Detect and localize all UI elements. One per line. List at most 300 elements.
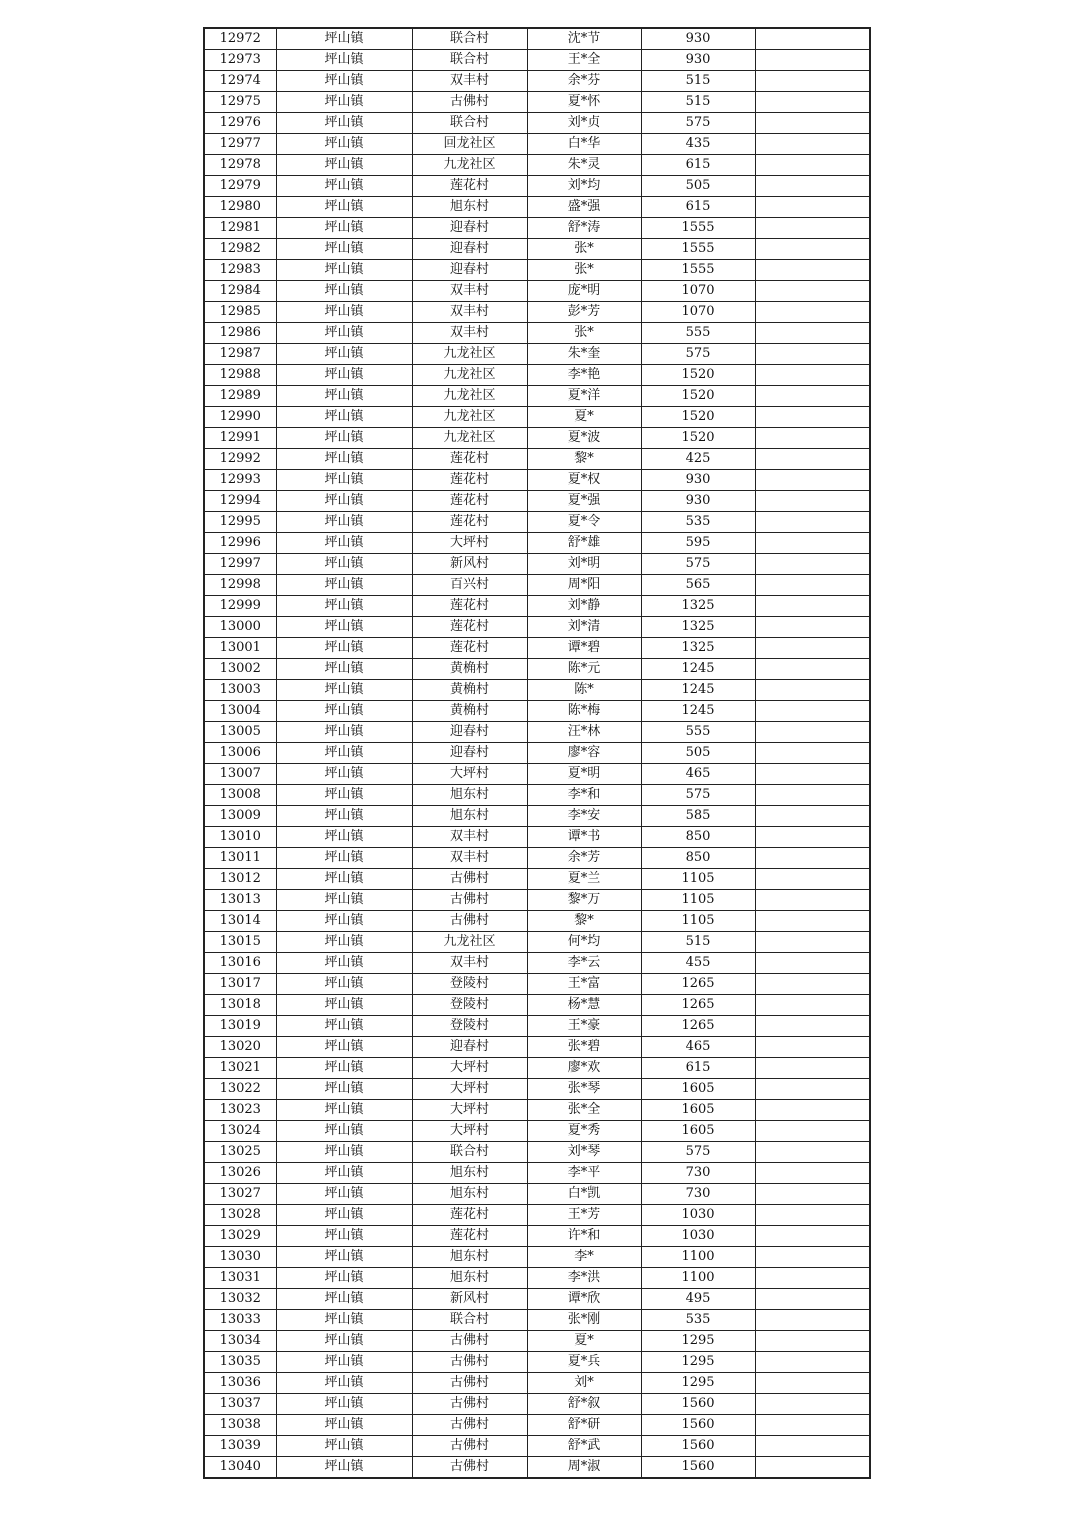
serial-number-cell: 12984 [204, 281, 276, 302]
amount-cell: 495 [641, 1289, 755, 1310]
serial-number-cell: 12995 [204, 512, 276, 533]
serial-number-cell: 13006 [204, 743, 276, 764]
note-cell [755, 260, 870, 281]
name-cell: 周*淑 [527, 1457, 641, 1479]
note-cell [755, 1268, 870, 1289]
amount-cell: 575 [641, 344, 755, 365]
note-cell [755, 638, 870, 659]
table-row [204, 743, 870, 764]
amount-cell: 1560 [641, 1436, 755, 1457]
village-cell: 迎春村 [412, 218, 527, 239]
amount-cell: 555 [641, 722, 755, 743]
name-cell: 朱*奎 [527, 344, 641, 365]
table-row [204, 1205, 870, 1226]
town-cell: 坪山镇 [276, 50, 412, 71]
village-cell: 九龙社区 [412, 932, 527, 953]
note-cell [755, 239, 870, 260]
table-row [204, 1394, 870, 1415]
town-cell: 坪山镇 [276, 71, 412, 92]
note-cell [755, 302, 870, 323]
table-row [204, 911, 870, 932]
town-cell: 坪山镇 [276, 1142, 412, 1163]
amount-cell: 1100 [641, 1268, 755, 1289]
note-cell [755, 449, 870, 470]
amount-cell: 1070 [641, 281, 755, 302]
village-cell: 迎春村 [412, 1037, 527, 1058]
town-cell: 坪山镇 [276, 1205, 412, 1226]
serial-number-cell: 13016 [204, 953, 276, 974]
table-row [204, 1058, 870, 1079]
amount-cell: 1100 [641, 1247, 755, 1268]
town-cell: 坪山镇 [276, 1016, 412, 1037]
town-cell: 坪山镇 [276, 890, 412, 911]
table-row [204, 533, 870, 554]
town-cell: 坪山镇 [276, 449, 412, 470]
note-cell [755, 974, 870, 995]
serial-number-cell: 13029 [204, 1226, 276, 1247]
village-cell: 莲花村 [412, 470, 527, 491]
note-cell [755, 554, 870, 575]
serial-number-cell: 13002 [204, 659, 276, 680]
note-cell [755, 1121, 870, 1142]
amount-cell: 1520 [641, 428, 755, 449]
serial-number-cell: 13000 [204, 617, 276, 638]
town-cell: 坪山镇 [276, 407, 412, 428]
village-cell: 双丰村 [412, 302, 527, 323]
table-row [204, 197, 870, 218]
note-cell [755, 785, 870, 806]
serial-number-cell: 12993 [204, 470, 276, 491]
name-cell: 李*艳 [527, 365, 641, 386]
village-cell: 黄桷村 [412, 680, 527, 701]
serial-number-cell: 13033 [204, 1310, 276, 1331]
serial-number-cell: 13017 [204, 974, 276, 995]
note-cell [755, 911, 870, 932]
town-cell: 坪山镇 [276, 995, 412, 1016]
name-cell: 刘*清 [527, 617, 641, 638]
table-row [204, 680, 870, 701]
town-cell: 坪山镇 [276, 28, 412, 50]
name-cell: 王*豪 [527, 1016, 641, 1037]
name-cell: 盛*强 [527, 197, 641, 218]
village-cell: 古佛村 [412, 1436, 527, 1457]
note-cell [755, 407, 870, 428]
table-row [204, 575, 870, 596]
town-cell: 坪山镇 [276, 428, 412, 449]
note-cell [755, 575, 870, 596]
village-cell: 古佛村 [412, 1394, 527, 1415]
table-row [204, 92, 870, 113]
serial-number-cell: 13009 [204, 806, 276, 827]
serial-number-cell: 13005 [204, 722, 276, 743]
serial-number-cell: 12981 [204, 218, 276, 239]
amount-cell: 465 [641, 764, 755, 785]
note-cell [755, 365, 870, 386]
serial-number-cell: 13027 [204, 1184, 276, 1205]
amount-cell: 1030 [641, 1226, 755, 1247]
amount-cell: 575 [641, 1142, 755, 1163]
table-row [204, 155, 870, 176]
village-cell: 莲花村 [412, 1226, 527, 1247]
serial-number-cell: 13007 [204, 764, 276, 785]
name-cell: 夏*兵 [527, 1352, 641, 1373]
serial-number-cell: 13037 [204, 1394, 276, 1415]
note-cell [755, 71, 870, 92]
amount-cell: 1105 [641, 911, 755, 932]
village-cell: 九龙社区 [412, 344, 527, 365]
note-cell [755, 848, 870, 869]
village-cell: 联合村 [412, 1142, 527, 1163]
note-cell [755, 617, 870, 638]
name-cell: 何*均 [527, 932, 641, 953]
town-cell: 坪山镇 [276, 806, 412, 827]
table-row [204, 974, 870, 995]
serial-number-cell: 13003 [204, 680, 276, 701]
town-cell: 坪山镇 [276, 1352, 412, 1373]
table-row [204, 890, 870, 911]
note-cell [755, 176, 870, 197]
table-row [204, 1121, 870, 1142]
name-cell: 谭*欣 [527, 1289, 641, 1310]
name-cell: 舒*武 [527, 1436, 641, 1457]
town-cell: 坪山镇 [276, 596, 412, 617]
name-cell: 夏*强 [527, 491, 641, 512]
name-cell: 舒*雄 [527, 533, 641, 554]
amount-cell: 930 [641, 28, 755, 50]
amount-cell: 555 [641, 323, 755, 344]
town-cell: 坪山镇 [276, 764, 412, 785]
village-cell: 登陵村 [412, 995, 527, 1016]
name-cell: 余*芬 [527, 71, 641, 92]
amount-cell: 575 [641, 554, 755, 575]
serial-number-cell: 13011 [204, 848, 276, 869]
amount-cell: 930 [641, 50, 755, 71]
table-row [204, 239, 870, 260]
serial-number-cell: 12974 [204, 71, 276, 92]
table-row [204, 1184, 870, 1205]
table-row [204, 134, 870, 155]
village-cell: 双丰村 [412, 281, 527, 302]
table-row [204, 596, 870, 617]
serial-number-cell: 12977 [204, 134, 276, 155]
note-cell [755, 113, 870, 134]
village-cell: 旭东村 [412, 1247, 527, 1268]
amount-cell: 1245 [641, 680, 755, 701]
note-cell [755, 1058, 870, 1079]
amount-cell: 505 [641, 743, 755, 764]
serial-number-cell: 13035 [204, 1352, 276, 1373]
name-cell: 汪*林 [527, 722, 641, 743]
name-cell: 刘*明 [527, 554, 641, 575]
town-cell: 坪山镇 [276, 491, 412, 512]
name-cell: 张*刚 [527, 1310, 641, 1331]
name-cell: 彭*芳 [527, 302, 641, 323]
village-cell: 大坪村 [412, 533, 527, 554]
amount-cell: 1265 [641, 1016, 755, 1037]
town-cell: 坪山镇 [276, 134, 412, 155]
amount-cell: 505 [641, 176, 755, 197]
note-cell [755, 1436, 870, 1457]
name-cell: 杨*慧 [527, 995, 641, 1016]
serial-number-cell: 13021 [204, 1058, 276, 1079]
amount-cell: 575 [641, 113, 755, 134]
table-row [204, 1226, 870, 1247]
village-cell: 黄桷村 [412, 701, 527, 722]
table-row [204, 932, 870, 953]
village-cell: 大坪村 [412, 1058, 527, 1079]
note-cell [755, 1310, 870, 1331]
note-cell [755, 680, 870, 701]
town-cell: 坪山镇 [276, 1121, 412, 1142]
table-row [204, 512, 870, 533]
amount-cell: 730 [641, 1163, 755, 1184]
serial-number-cell: 13018 [204, 995, 276, 1016]
village-cell: 九龙社区 [412, 428, 527, 449]
note-cell [755, 512, 870, 533]
name-cell: 谭*碧 [527, 638, 641, 659]
amount-cell: 1605 [641, 1121, 755, 1142]
town-cell: 坪山镇 [276, 281, 412, 302]
name-cell: 张* [527, 260, 641, 281]
town-cell: 坪山镇 [276, 1100, 412, 1121]
village-cell: 大坪村 [412, 1121, 527, 1142]
village-cell: 迎春村 [412, 260, 527, 281]
name-cell: 夏*波 [527, 428, 641, 449]
amount-cell: 1265 [641, 995, 755, 1016]
note-cell [755, 344, 870, 365]
note-cell [755, 1016, 870, 1037]
name-cell: 陈*元 [527, 659, 641, 680]
serial-number-cell: 13034 [204, 1331, 276, 1352]
village-cell: 古佛村 [412, 1373, 527, 1394]
amount-cell: 1245 [641, 659, 755, 680]
town-cell: 坪山镇 [276, 1247, 412, 1268]
note-cell [755, 806, 870, 827]
note-cell [755, 50, 870, 71]
village-cell: 古佛村 [412, 1352, 527, 1373]
note-cell [755, 1373, 870, 1394]
name-cell: 周*阳 [527, 575, 641, 596]
table-row [204, 848, 870, 869]
name-cell: 夏*秀 [527, 1121, 641, 1142]
name-cell: 舒*涛 [527, 218, 641, 239]
amount-cell: 1605 [641, 1079, 755, 1100]
table-row [204, 1289, 870, 1310]
note-cell [755, 155, 870, 176]
village-cell: 莲花村 [412, 1205, 527, 1226]
note-cell [755, 764, 870, 785]
town-cell: 坪山镇 [276, 386, 412, 407]
serial-number-cell: 13010 [204, 827, 276, 848]
amount-cell: 565 [641, 575, 755, 596]
amount-cell: 1555 [641, 239, 755, 260]
name-cell: 黎* [527, 911, 641, 932]
note-cell [755, 1037, 870, 1058]
serial-number-cell: 12983 [204, 260, 276, 281]
table-body [204, 28, 870, 1478]
table-row [204, 1436, 870, 1457]
village-cell: 莲花村 [412, 617, 527, 638]
amount-cell: 1105 [641, 869, 755, 890]
village-cell: 旭东村 [412, 806, 527, 827]
amount-cell: 1325 [641, 638, 755, 659]
name-cell: 黎*万 [527, 890, 641, 911]
village-cell: 联合村 [412, 1310, 527, 1331]
name-cell: 李*平 [527, 1163, 641, 1184]
note-cell [755, 1289, 870, 1310]
amount-cell: 515 [641, 71, 755, 92]
serial-number-cell: 12999 [204, 596, 276, 617]
name-cell: 沈*节 [527, 28, 641, 50]
village-cell: 迎春村 [412, 722, 527, 743]
name-cell: 张*碧 [527, 1037, 641, 1058]
note-cell [755, 1247, 870, 1268]
note-cell [755, 869, 870, 890]
amount-cell: 435 [641, 134, 755, 155]
table-row [204, 428, 870, 449]
village-cell: 古佛村 [412, 911, 527, 932]
table-row [204, 1352, 870, 1373]
amount-cell: 1560 [641, 1394, 755, 1415]
note-cell [755, 1331, 870, 1352]
note-cell [755, 1163, 870, 1184]
amount-cell: 1555 [641, 218, 755, 239]
name-cell: 王*芳 [527, 1205, 641, 1226]
amount-cell: 455 [641, 953, 755, 974]
amount-cell: 585 [641, 806, 755, 827]
town-cell: 坪山镇 [276, 722, 412, 743]
town-cell: 坪山镇 [276, 302, 412, 323]
amount-cell: 425 [641, 449, 755, 470]
town-cell: 坪山镇 [276, 785, 412, 806]
town-cell: 坪山镇 [276, 365, 412, 386]
name-cell: 刘*琴 [527, 1142, 641, 1163]
name-cell: 陈*梅 [527, 701, 641, 722]
serial-number-cell: 13014 [204, 911, 276, 932]
village-cell: 百兴村 [412, 575, 527, 596]
amount-cell: 730 [641, 1184, 755, 1205]
note-cell [755, 281, 870, 302]
village-cell: 旭东村 [412, 1268, 527, 1289]
town-cell: 坪山镇 [276, 932, 412, 953]
town-cell: 坪山镇 [276, 260, 412, 281]
village-cell: 莲花村 [412, 638, 527, 659]
table-row [204, 1079, 870, 1100]
serial-number-cell: 13030 [204, 1247, 276, 1268]
village-cell: 双丰村 [412, 827, 527, 848]
note-cell [755, 491, 870, 512]
amount-cell: 1520 [641, 407, 755, 428]
table-row [204, 449, 870, 470]
amount-cell: 575 [641, 785, 755, 806]
name-cell: 舒*研 [527, 1415, 641, 1436]
serial-number-cell: 13013 [204, 890, 276, 911]
town-cell: 坪山镇 [276, 470, 412, 491]
name-cell: 刘*静 [527, 596, 641, 617]
name-cell: 黎* [527, 449, 641, 470]
table-row [204, 386, 870, 407]
table-row [204, 1163, 870, 1184]
note-cell [755, 323, 870, 344]
name-cell: 白*凯 [527, 1184, 641, 1205]
village-cell: 莲花村 [412, 176, 527, 197]
town-cell: 坪山镇 [276, 323, 412, 344]
amount-cell: 1325 [641, 596, 755, 617]
town-cell: 坪山镇 [276, 533, 412, 554]
village-cell: 古佛村 [412, 1457, 527, 1479]
serial-number-cell: 12994 [204, 491, 276, 512]
village-cell: 迎春村 [412, 743, 527, 764]
note-cell [755, 953, 870, 974]
table-row [204, 1142, 870, 1163]
name-cell: 刘* [527, 1373, 641, 1394]
town-cell: 坪山镇 [276, 1079, 412, 1100]
amount-cell: 1560 [641, 1457, 755, 1479]
name-cell: 李*洪 [527, 1268, 641, 1289]
village-cell: 九龙社区 [412, 155, 527, 176]
village-cell: 登陵村 [412, 974, 527, 995]
name-cell: 夏*兰 [527, 869, 641, 890]
table-row [204, 764, 870, 785]
serial-number-cell: 12978 [204, 155, 276, 176]
name-cell: 白*华 [527, 134, 641, 155]
note-cell [755, 701, 870, 722]
serial-number-cell: 13019 [204, 1016, 276, 1037]
name-cell: 朱*灵 [527, 155, 641, 176]
town-cell: 坪山镇 [276, 197, 412, 218]
name-cell: 陈* [527, 680, 641, 701]
serial-number-cell: 13032 [204, 1289, 276, 1310]
serial-number-cell: 13028 [204, 1205, 276, 1226]
note-cell [755, 470, 870, 491]
serial-number-cell: 12988 [204, 365, 276, 386]
amount-cell: 1560 [641, 1415, 755, 1436]
table-row [204, 953, 870, 974]
amount-cell: 850 [641, 827, 755, 848]
village-cell: 旭东村 [412, 1184, 527, 1205]
amount-cell: 1520 [641, 365, 755, 386]
town-cell: 坪山镇 [276, 113, 412, 134]
serial-number-cell: 12991 [204, 428, 276, 449]
table-row [204, 995, 870, 1016]
town-cell: 坪山镇 [276, 743, 412, 764]
serial-number-cell: 12996 [204, 533, 276, 554]
town-cell: 坪山镇 [276, 911, 412, 932]
table-row [204, 785, 870, 806]
table-row [204, 71, 870, 92]
serial-number-cell: 13031 [204, 1268, 276, 1289]
village-cell: 大坪村 [412, 1100, 527, 1121]
note-cell [755, 533, 870, 554]
table-row [204, 50, 870, 71]
data-table [203, 27, 871, 1479]
village-cell: 莲花村 [412, 491, 527, 512]
town-cell: 坪山镇 [276, 554, 412, 575]
town-cell: 坪山镇 [276, 827, 412, 848]
amount-cell: 535 [641, 1310, 755, 1331]
name-cell: 张* [527, 239, 641, 260]
serial-number-cell: 12992 [204, 449, 276, 470]
note-cell [755, 659, 870, 680]
village-cell: 新风村 [412, 1289, 527, 1310]
note-cell [755, 1184, 870, 1205]
town-cell: 坪山镇 [276, 575, 412, 596]
amount-cell: 930 [641, 470, 755, 491]
note-cell [755, 995, 870, 1016]
note-cell [755, 1415, 870, 1436]
town-cell: 坪山镇 [276, 659, 412, 680]
serial-number-cell: 13001 [204, 638, 276, 659]
